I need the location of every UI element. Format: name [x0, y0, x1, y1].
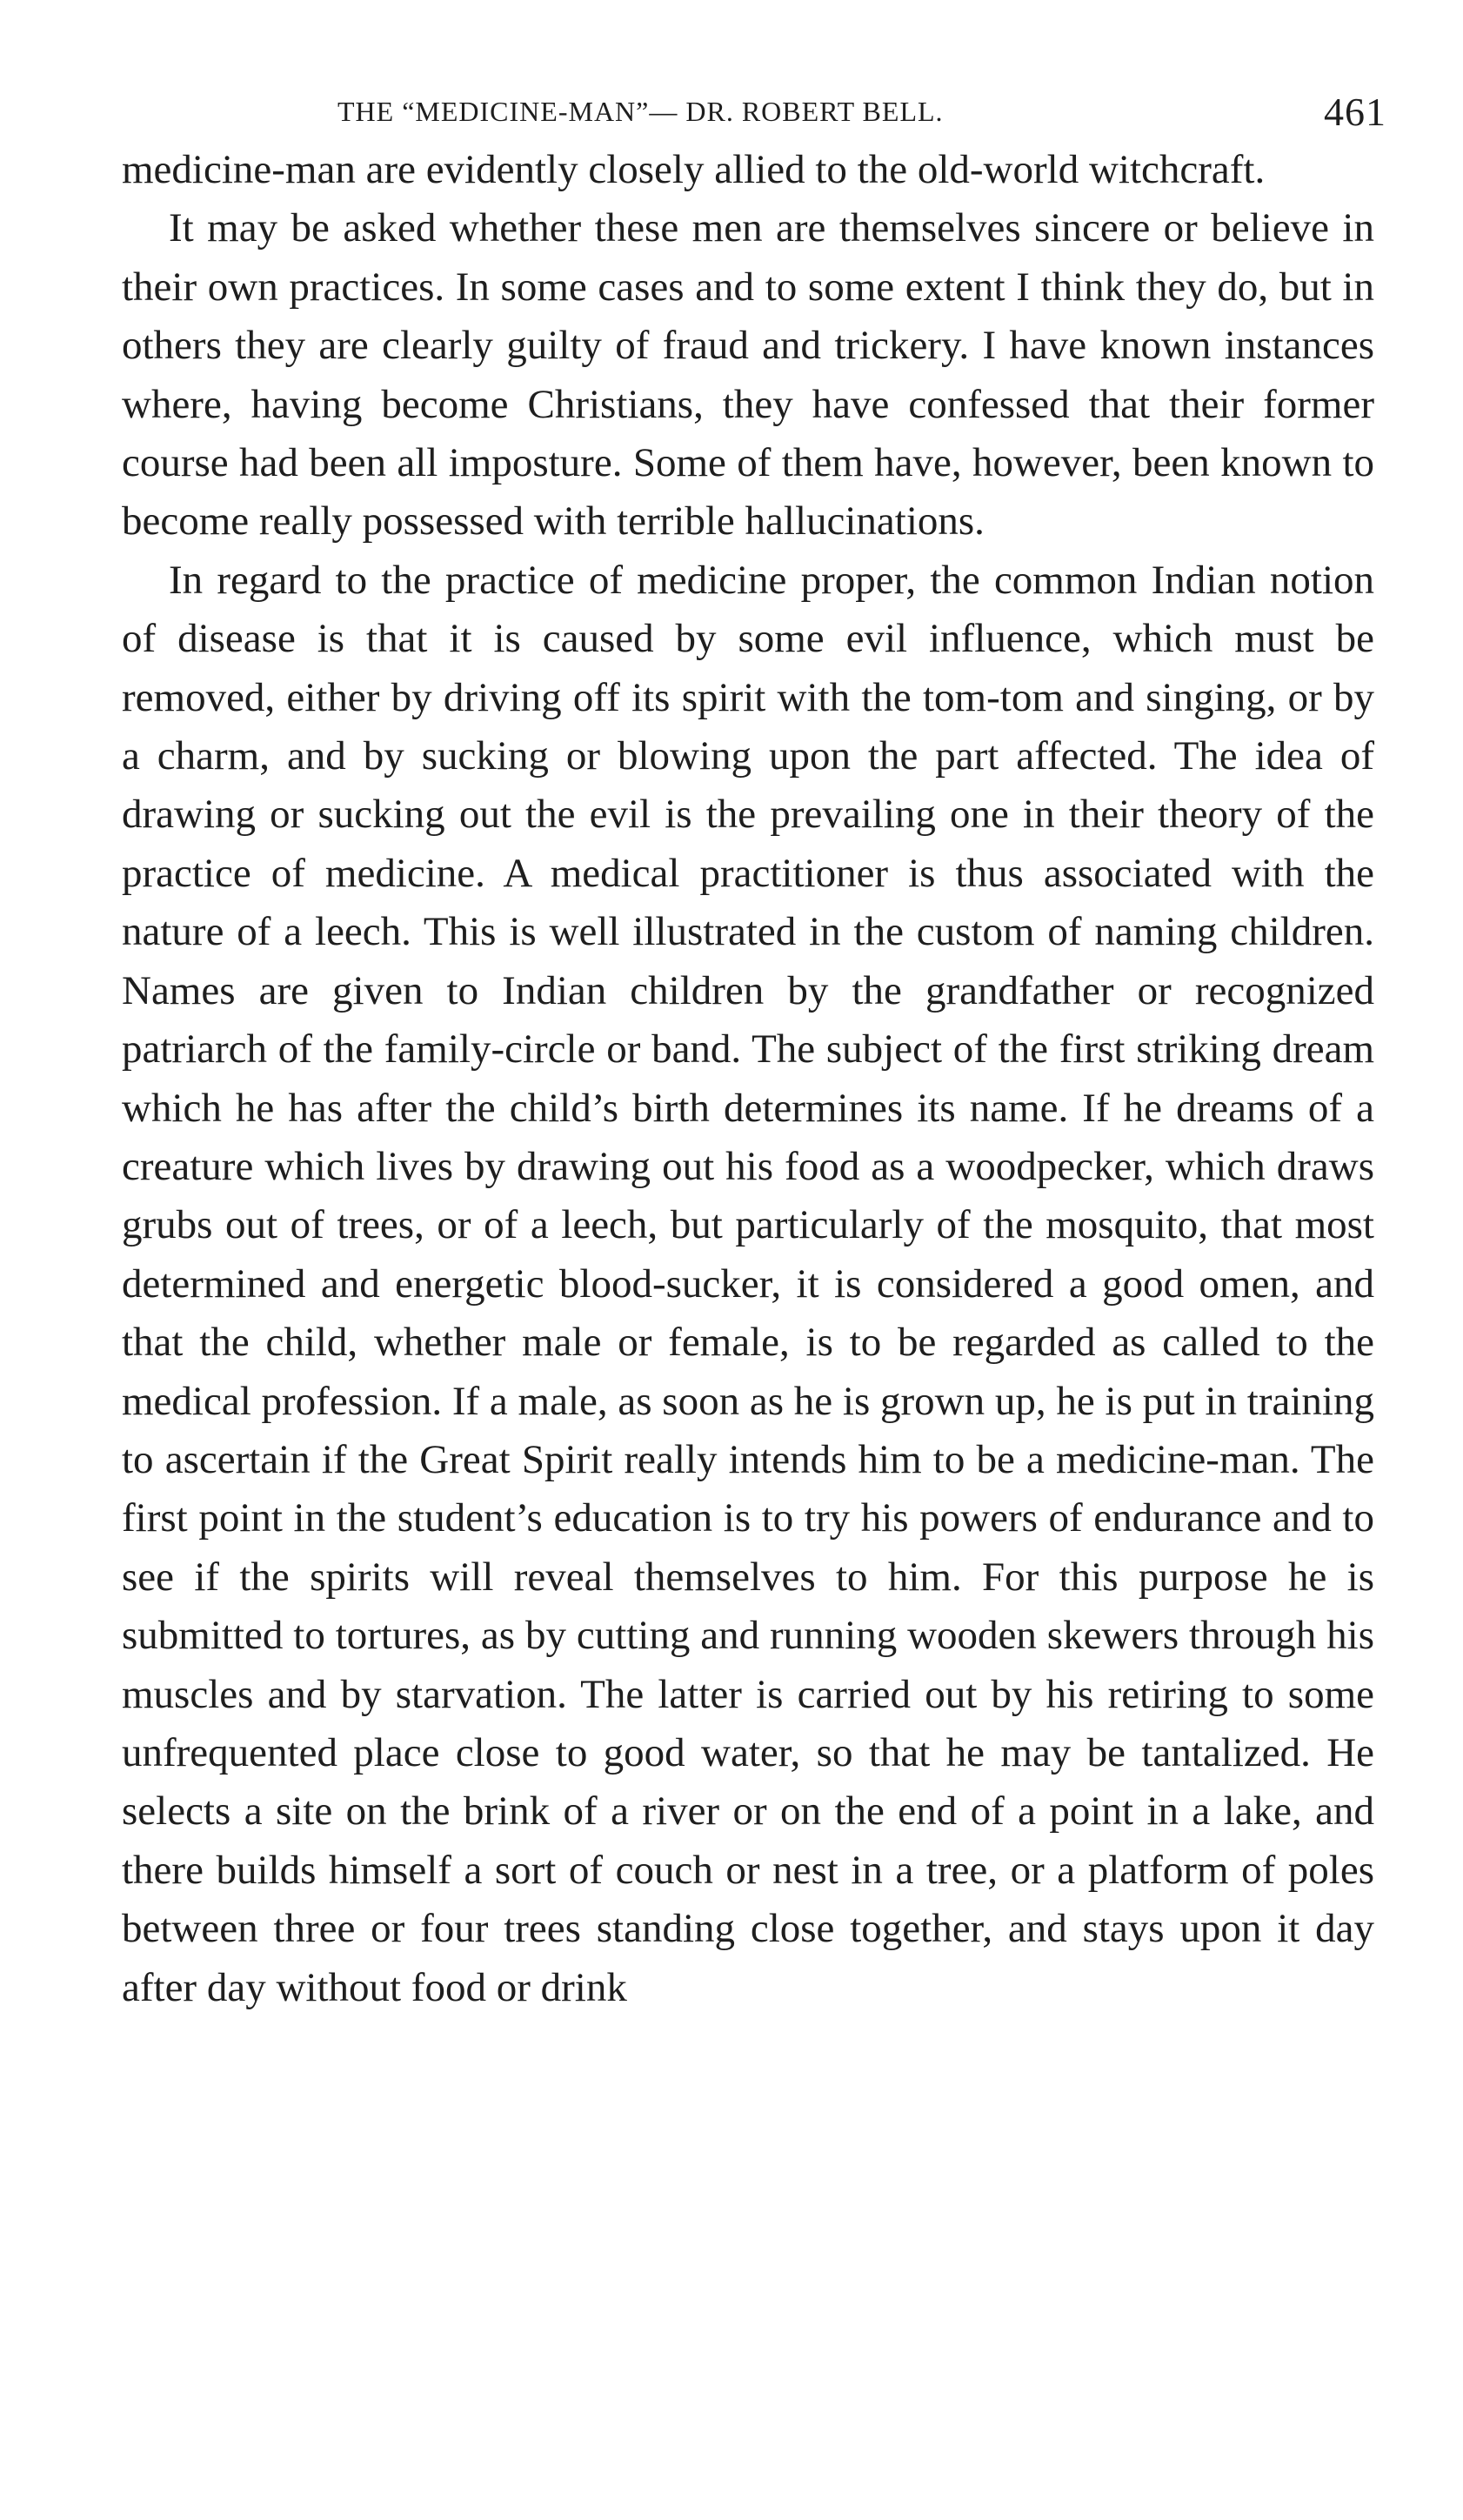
paragraph-continuation: medicine-man are evidently closely allied to the old-world witchcraft.	[122, 147, 1266, 192]
book-page	[122, 80, 1386, 2017]
running-title: THE “MEDICINE-MAN”— DR. ROBERT BELL.	[337, 96, 944, 127]
page-number: 461	[1324, 90, 1386, 134]
body-text	[122, 141, 1374, 2017]
paragraph-medicine-practice: In regard to the practice of medicine proper, the common Indian notion of disease is that it is caused by some evil influence, which must be removed, either by driving off its spirit with the tom-tom and singing, or by a charm, and by sucking or blowing upon the part affected. The idea of drawing or sucking out the evil is the prevailing one in their theory of the practice of medicine. A medical practitioner is thus associated with the nature of a leech. This is well illustrated in the custom of naming children. Names are given to Indian children by the grandfather or recognized patriarch of the family-circle or band. The subject of the first striking dream which he has after the child’s birth determines its name. If he dreams of a creature which lives by drawing out his food as a woodpecker, which draws grubs out of trees, or of a leech, but particularly of the mosquito, that most determined and energetic blood-sucker, it is considered a good omen, and that the child, whether male or female, is to be regarded as called to the medical profession. If a male, as soon as he is grown up, he is put in training to ascertain if the Great Spirit really intends him to be a medicine-man. The first point in the student’s education is to try his powers of endurance and to see if the spirits will reveal themselves to him. For this purpose he is submitted to tortures, as by cutting and running wooden skewers through his muscles and by starvation. The latter is carried out by his retiring to some unfrequented place close to good water, so that he may be tantalized. He selects a site on the brink of a river or on the end of a point in a lake, and there builds himself a sort of couch or nest in a tree, or a platform of poles between three or four trees standing close together, and stays upon it day after day without food or drink	[122, 557, 1374, 2010]
running-head	[122, 80, 1386, 141]
paragraph-sincerity: It may be asked whether these men are themselves sincere or believe in their own practices. In some cases and to some extent I think they do, but in others they are clearly guilty of fraud and trickery. I have known instances where, having become Christians, they have confessed that their former course had been all imposture. Some of them have, however, been known to become really possessed with terrible hallucinations.	[122, 205, 1374, 545]
